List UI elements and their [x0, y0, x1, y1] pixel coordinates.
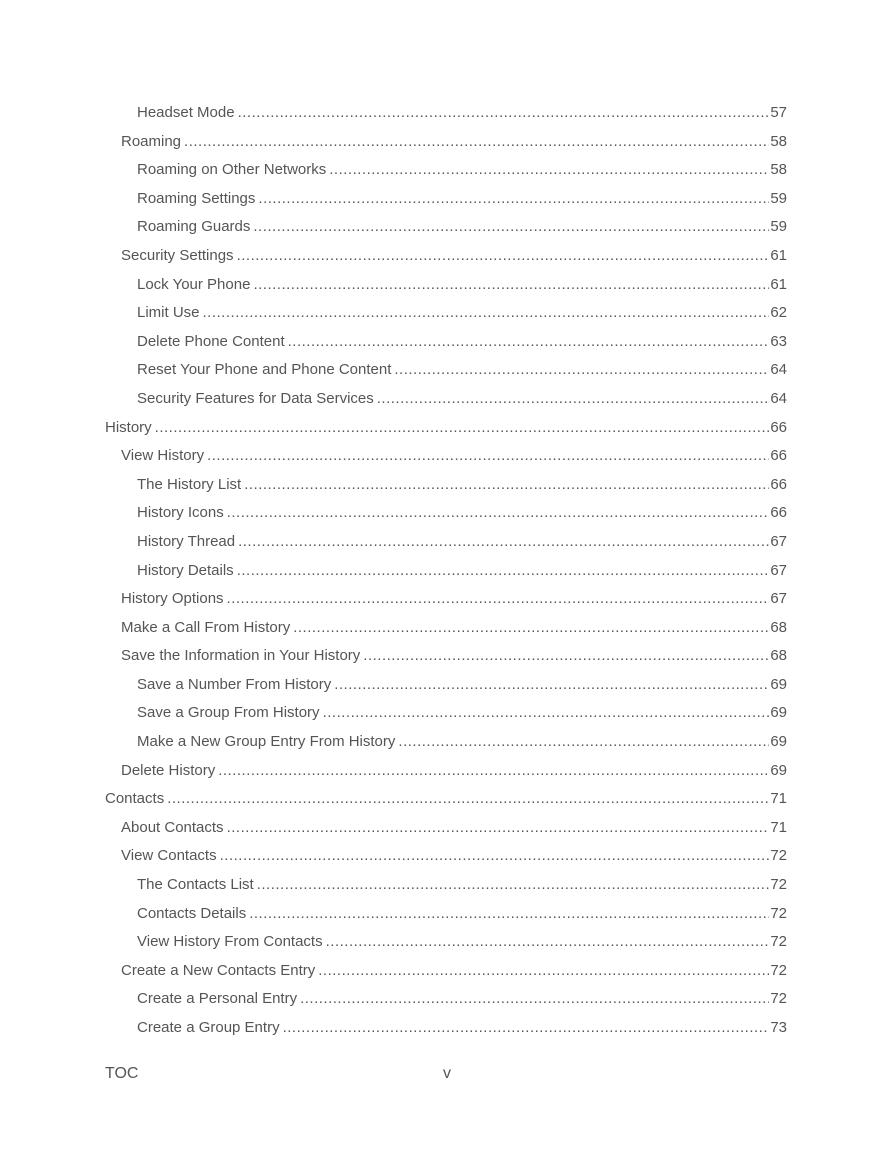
- toc-entry-page: 59: [770, 218, 787, 236]
- toc-dot-leader: [237, 557, 770, 586]
- toc-entry-page: 66: [770, 475, 787, 493]
- toc-entry-page: 61: [770, 275, 787, 293]
- toc-entry-title: View History: [121, 447, 205, 465]
- toc-entry-page: 69: [770, 733, 787, 751]
- toc-dot-leader: [394, 356, 769, 385]
- toc-entry-page: 64: [770, 361, 787, 379]
- toc-entry[interactable]: [0, 757, 893, 786]
- toc-dot-leader: [244, 471, 769, 500]
- toc-dot-leader: [249, 900, 769, 929]
- toc-entry-title: Limit Use: [137, 304, 200, 322]
- toc-entry[interactable]: [0, 299, 893, 328]
- toc-entry-title: Save the Information in Your History: [121, 647, 361, 665]
- toc-entry-title: Make a Call From History: [121, 618, 291, 636]
- toc-entry-page: 72: [770, 933, 787, 951]
- toc-entry[interactable]: [0, 185, 893, 214]
- toc-entry-page: 66: [770, 418, 787, 436]
- toc-entry[interactable]: [0, 642, 893, 671]
- toc-entry[interactable]: [0, 385, 893, 414]
- toc-entry[interactable]: [0, 356, 893, 385]
- toc-dot-leader: [227, 499, 770, 528]
- toc-entry[interactable]: [0, 128, 893, 157]
- toc-entry-title: History Icons: [137, 504, 224, 522]
- toc-entry-page: 66: [770, 504, 787, 522]
- toc-entry-title: View Contacts: [121, 847, 217, 865]
- toc-entry-title: Delete History: [121, 761, 216, 779]
- toc-dot-leader: [318, 957, 769, 986]
- toc-entry[interactable]: [0, 528, 893, 557]
- toc-entry-title: Roaming Guards: [137, 218, 251, 236]
- toc-dot-leader: [257, 871, 770, 900]
- toc-entry[interactable]: [0, 557, 893, 586]
- toc-entry-page: 69: [770, 675, 787, 693]
- toc-entry[interactable]: [0, 1014, 893, 1043]
- toc-entry[interactable]: [0, 985, 893, 1014]
- toc-dot-leader: [283, 1014, 770, 1043]
- toc-entry-title: Create a New Contacts Entry: [121, 961, 316, 979]
- toc-entry[interactable]: [0, 728, 893, 757]
- toc-entry[interactable]: [0, 614, 893, 643]
- toc-entry-page: 67: [770, 561, 787, 579]
- toc-dot-leader: [238, 99, 770, 128]
- toc-entry-title: Create a Personal Entry: [137, 990, 298, 1008]
- toc-entry[interactable]: [0, 328, 893, 357]
- toc-entry-title: Contacts Details: [137, 904, 247, 922]
- toc-entry-title: Roaming: [121, 132, 182, 150]
- toc-dot-leader: [220, 842, 770, 871]
- footer-section-label: TOC: [105, 1065, 139, 1082]
- toc-entry[interactable]: [0, 99, 893, 128]
- toc-entry-page: 58: [770, 132, 787, 150]
- toc-entry-page: 72: [770, 847, 787, 865]
- toc-entry-page: 72: [770, 990, 787, 1008]
- toc-dot-leader: [253, 213, 769, 242]
- toc-dot-leader: [227, 585, 770, 614]
- toc-dot-leader: [218, 757, 769, 786]
- toc-entry[interactable]: [0, 957, 893, 986]
- toc-dot-leader: [184, 128, 769, 157]
- toc-entry-page: 67: [770, 532, 787, 550]
- toc-dot-leader: [207, 442, 769, 471]
- toc-entry-page: 67: [770, 590, 787, 608]
- toc-entry-title: About Contacts: [121, 818, 224, 836]
- toc-entry-page: 58: [770, 161, 787, 179]
- toc-entry-title: History Details: [137, 561, 234, 579]
- toc-entry-title: Save a Number From History: [137, 675, 332, 693]
- toc-entry[interactable]: [0, 585, 893, 614]
- toc-entry[interactable]: [0, 928, 893, 957]
- toc-entry-page: 71: [770, 790, 787, 808]
- toc-dot-leader: [398, 728, 769, 757]
- toc-dot-leader: [323, 699, 770, 728]
- toc-entry[interactable]: [0, 156, 893, 185]
- toc-entry-title: Security Settings: [121, 246, 234, 264]
- toc-entry-title: The Contacts List: [137, 876, 254, 894]
- toc-entry[interactable]: [0, 213, 893, 242]
- toc-entry-page: 66: [770, 447, 787, 465]
- toc-entry-page: 63: [770, 332, 787, 350]
- toc-dot-leader: [253, 271, 769, 300]
- toc-entry-title: Headset Mode: [137, 104, 235, 121]
- toc-entry-title: History Options: [121, 590, 224, 608]
- toc-dot-leader: [288, 328, 770, 357]
- toc-entry[interactable]: [0, 414, 893, 443]
- toc-dot-leader: [258, 185, 769, 214]
- toc-dot-leader: [238, 528, 769, 557]
- toc-dot-leader: [329, 156, 769, 185]
- toc-entry-title: Delete Phone Content: [137, 332, 285, 350]
- toc-entry-title: Roaming on Other Networks: [137, 161, 327, 179]
- toc-entry-title: Make a New Group Entry From History: [137, 733, 396, 751]
- toc-dot-leader: [155, 414, 770, 443]
- toc-entry-page: 64: [770, 389, 787, 407]
- toc-entry-title: Roaming Settings: [137, 189, 256, 207]
- toc-entry-title: Security Features for Data Services: [137, 389, 374, 407]
- toc-entry-page: 68: [770, 647, 787, 665]
- toc-entry[interactable]: [0, 814, 893, 843]
- toc-entry-title: Contacts: [105, 790, 165, 808]
- toc-entry-page: 69: [770, 761, 787, 779]
- toc-dot-leader: [203, 299, 770, 328]
- toc-entry[interactable]: [0, 900, 893, 929]
- toc-dot-leader: [377, 385, 770, 414]
- toc-entry-page: 62: [770, 304, 787, 322]
- toc-entry-title: Reset Your Phone and Phone Content: [137, 361, 392, 379]
- toc-entry[interactable]: [0, 499, 893, 528]
- toc-dot-leader: [237, 242, 770, 271]
- toc-dot-leader: [363, 642, 769, 671]
- toc-entry-title: Lock Your Phone: [137, 275, 251, 293]
- toc-entry[interactable]: [0, 271, 893, 300]
- toc-entry-title: Save a Group From History: [137, 704, 320, 722]
- toc-dot-leader: [326, 928, 770, 957]
- toc-entry-page: 71: [770, 818, 787, 836]
- toc-dot-leader: [167, 785, 769, 814]
- toc-dot-leader: [334, 671, 769, 700]
- toc-entry[interactable]: [0, 871, 893, 900]
- toc-entry-title: View History From Contacts: [137, 933, 323, 951]
- toc-dot-leader: [293, 614, 769, 643]
- toc-entry-page: 73: [770, 1019, 787, 1036]
- toc-entry-page: 72: [770, 961, 787, 979]
- toc-entry-page: 57: [770, 104, 787, 121]
- toc-dot-leader: [227, 814, 770, 843]
- toc-entry-page: 72: [770, 876, 787, 894]
- toc-entry-page: 59: [770, 189, 787, 207]
- toc-entry[interactable]: [0, 699, 893, 728]
- footer-page-number: v: [443, 1065, 451, 1082]
- toc-entry-title: History: [105, 418, 152, 436]
- toc-entry-page: 69: [770, 704, 787, 722]
- toc-entry[interactable]: [0, 842, 893, 871]
- toc-entry-title: Create a Group Entry: [137, 1019, 280, 1036]
- toc-entry-page: 68: [770, 618, 787, 636]
- toc-entry-title: The History List: [137, 475, 242, 493]
- toc-entry-title: History Thread: [137, 532, 236, 550]
- toc-entry[interactable]: [0, 242, 893, 271]
- toc-entry[interactable]: [0, 785, 893, 814]
- page-footer: [0, 1065, 893, 1087]
- toc-entry[interactable]: [0, 471, 893, 500]
- toc-entry[interactable]: [0, 671, 893, 700]
- toc-entry-page: 72: [770, 904, 787, 922]
- table-of-contents: [0, 99, 893, 1043]
- toc-dot-leader: [300, 985, 769, 1014]
- toc-entry[interactable]: [0, 442, 893, 471]
- toc-entry-page: 61: [770, 246, 787, 264]
